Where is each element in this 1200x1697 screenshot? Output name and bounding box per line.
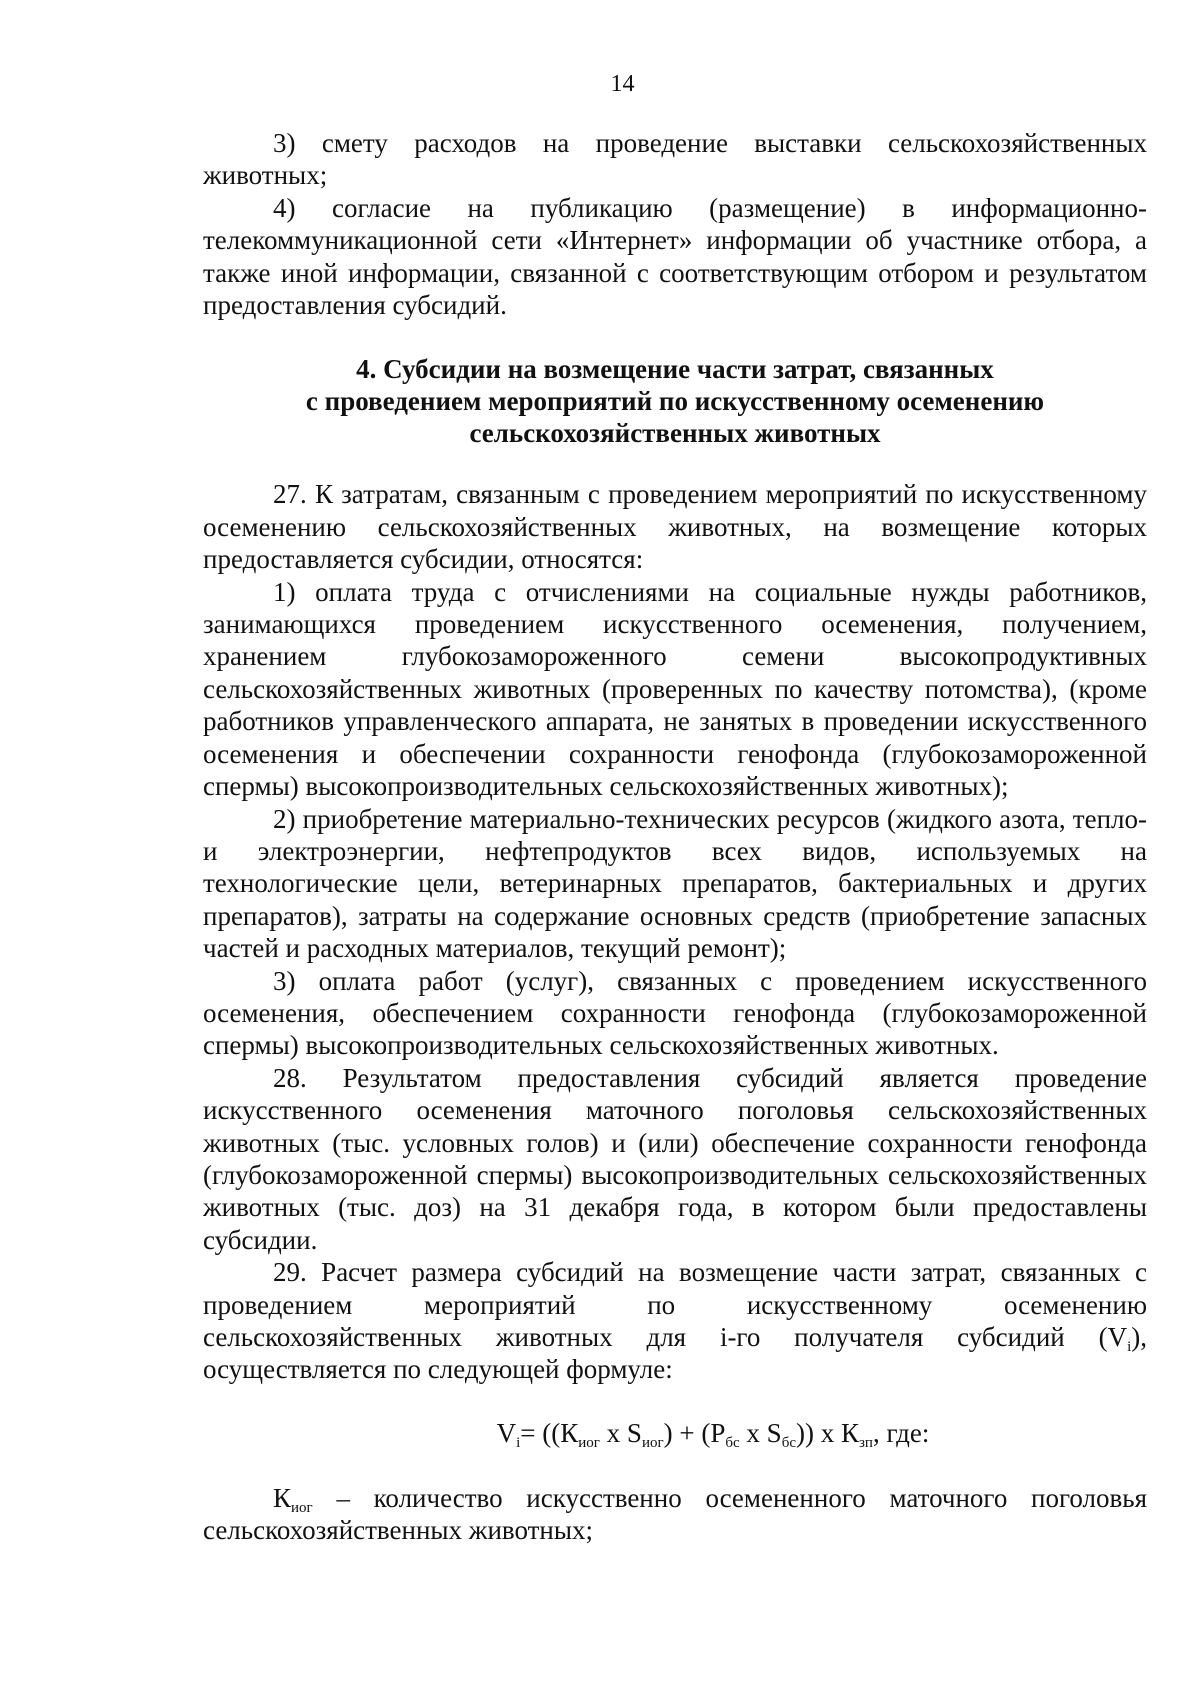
paragraph-29-text: 29. Расчет размера субсидий на возмещение части затрат, связанных с проведением мероприятий по искусственному осеменению сельскохозяйственных животных для i-го получателя субсидий (V <box>203 1257 1147 1352</box>
formula-part-1: = ((К <box>520 1417 579 1448</box>
paragraph-estimate: 3) смету расходов на проведение выставки сельскохозяйственных животных; <box>203 128 1147 191</box>
paragraph-27: 27. К затратам, связанным с проведением мероприятий по искусственному осеменению сельскохозяйственных животных, на возмещение которых предоставляется субсидии, относятся: <box>203 479 1147 575</box>
section-heading <box>203 353 1147 449</box>
formula-r-sub: бс <box>725 1434 740 1451</box>
paragraph-29-subscript: i <box>1127 1339 1132 1355</box>
document-body <box>203 127 1147 1547</box>
subsidy-formula <box>203 1416 1147 1450</box>
formula-s-sub: иог <box>641 1434 664 1451</box>
section-heading-line-3: сельскохозяйственных животных <box>469 418 881 449</box>
paragraph-item-1: 1) оплата труда с отчислениями на социальные нужды работников, занимающихся проведением искусственного осеменения, получением, хранением глубокозамороженного семени высокопродуктивных сельскохозяйственных животных (проверенных по качеству потомства), (кроме работников управленческого аппарата, не занятых в проведении искусственного осеменения и обеспечении сохранности генофонда (глубокозамороженной спермы) высокопроизводительных сельскохозяйственных животных); <box>203 576 1147 802</box>
definition-term-subscript: иог <box>291 1499 313 1516</box>
formula-part-3: ) + (Р <box>663 1417 726 1448</box>
paragraph-29 <box>203 1256 1147 1386</box>
formula-part-6: , где: <box>872 1417 930 1448</box>
formula-v: V <box>496 1417 517 1448</box>
formula-kz-sub: зп <box>859 1434 873 1451</box>
paragraph-28: 28. Результатом предоставления субсидий является проведение искусственного осеменения маточного поголовья сельскохозяйственных животных (тыс. условных голов) и (или) обеспечение сохранности генофонда (глубокозамороженной спермы) высокопроизводительных сельскохозяйственных животных (тыс. доз) на 31 декабря года, в котором были предоставлены субсидии. <box>203 1062 1147 1255</box>
paragraph-consent: 4) согласие на публикацию (размещение) в информационно-телекоммуникационной сети «Интернет» информации об участнике отбора, а также иной информации, связанной с соответствующим отбором и результатом предоставления субсидий. <box>203 192 1147 321</box>
formula-v-sub: i <box>516 1434 521 1451</box>
formula-k-sub: иог <box>578 1434 600 1451</box>
paragraph-item-2: 2) приобретение материально-технических ресурсов (жидкого азота, тепло- и электроэнергии, нефтепродуктов всех видов, используемых на технологические цели, ветеринарных препаратов, бактериальных и других препаратов), затраты на содержание основных средств (приобретение запасных частей и расходных материалов, текущий ремонт); <box>203 803 1147 964</box>
formula-expression <box>496 1417 930 1451</box>
formula-part-2: х S <box>599 1417 642 1448</box>
formula-part-4: х S <box>739 1417 782 1448</box>
section-heading-line-1: 4. Субсидии на возмещение части затрат, связанных <box>356 354 994 385</box>
paragraph-29-tail: ), осуществляется по следующей формуле: <box>203 1322 1147 1385</box>
formula-part-5: )) х К <box>796 1417 859 1448</box>
paragraph-item-3: 3) оплата работ (услуг), связанных с проведением искусственного осеменения, обеспечением сохранности генофонда (глубокозамороженной спермы) высокопроизводительных сельскохозяйственных животных. <box>203 965 1147 1061</box>
section-heading-line-2: с проведением мероприятий по искусственному осеменению <box>305 386 1045 417</box>
definition-k-iog <box>203 1482 1147 1547</box>
definition-text: – количество искусственно осемененного маточного поголовья сельскохозяйственных животных; <box>203 1482 1147 1546</box>
formula-s2-sub: бс <box>781 1434 796 1451</box>
page-number: 14 <box>610 71 635 97</box>
definition-term: К <box>273 1482 292 1513</box>
